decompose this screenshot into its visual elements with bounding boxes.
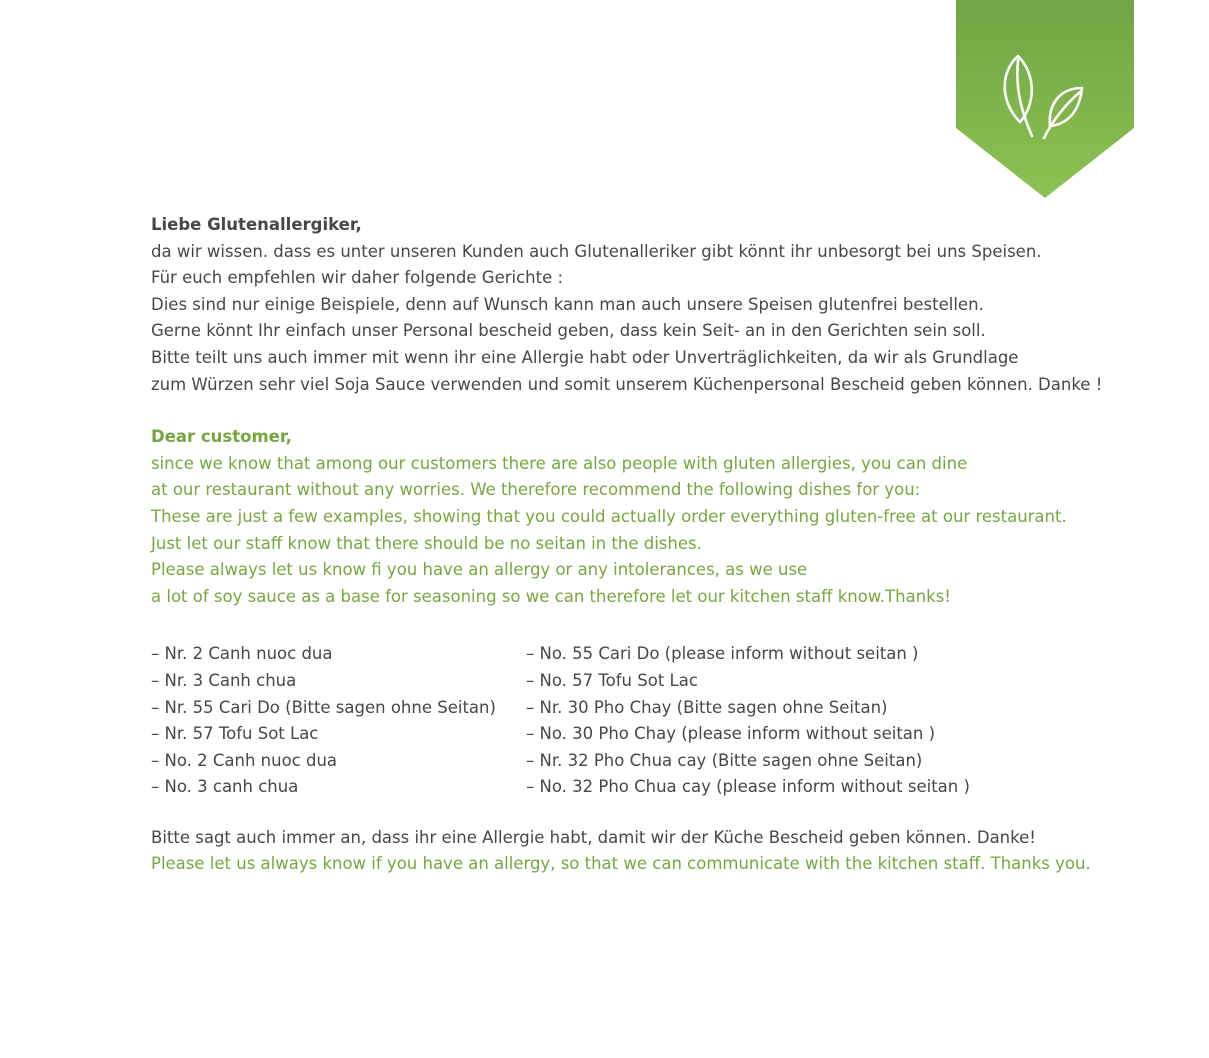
german-heading: Liebe Glutenallergiker, <box>151 215 362 234</box>
footer-english: Please let us always know if you have an allergy, so that we can communicate with the kitchen staff. Thanks you. <box>151 854 1091 874</box>
footer-note <box>151 825 1151 878</box>
english-section <box>151 424 1151 610</box>
dish-item: – Nr. 2 Canh nuoc dua <box>151 644 333 664</box>
german-line: Gerne könnt Ihr einfach unser Personal bescheid geben, dass kein Seit- an in den Gerichten sein soll. <box>151 321 986 341</box>
dish-item: – Nr. 57 Tofu Sot Lac <box>151 724 319 744</box>
german-line: da wir wissen. dass es unter unseren Kunden auch Glutenalleriker gibt könnt ihr unbesorgt bei uns Speisen. <box>151 241 1042 261</box>
dish-item: – Nr. 32 Pho Chua cay (Bitte sagen ohne Seitan) <box>526 750 923 770</box>
allergy-notice <box>151 212 1151 878</box>
german-line: Dies sind nur einige Beispiele, denn auf Wunsch kann man auch unsere Speisen glutenfrei bestellen. <box>151 294 984 314</box>
dish-item: – Nr. 30 Pho Chay (Bitte sagen ohne Seitan) <box>526 697 888 717</box>
german-section <box>151 212 1151 398</box>
english-heading: Dear customer, <box>151 427 292 447</box>
footer-german: Bitte sagt auch immer an, dass ihr eine Allergie habt, damit wir der Küche Bescheid geben können. Danke! <box>151 827 1036 847</box>
german-line: Für euch empfehlen wir daher folgende Gerichte : <box>151 268 564 288</box>
dish-column-left <box>151 641 526 801</box>
dish-list <box>151 641 1151 801</box>
badge-shape <box>956 0 1134 198</box>
dish-item: – No. 57 Tofu Sot Lac <box>526 670 698 690</box>
english-line: at our restaurant without any worries. We therefore recommend the following dishes for you: <box>151 480 921 500</box>
dish-item: – Nr. 55 Cari Do (Bitte sagen ohne Seitan) <box>151 697 496 717</box>
dish-item: – No. 30 Pho Chay (please inform without seitan ) <box>526 724 936 744</box>
german-line: Bitte teilt uns auch immer mit wenn ihr eine Allergie habt oder Unverträglichkeiten, da wir als Grundlage <box>151 347 1019 367</box>
english-line: These are just a few examples, showing that you could actually order everything gluten-free at our restaurant. <box>151 506 1067 526</box>
dish-column-right <box>526 641 1026 801</box>
english-line: Just let our staff know that there should be no seitan in the dishes. <box>151 533 702 553</box>
vegan-badge <box>956 0 1134 198</box>
english-line: a lot of soy sauce as a base for seasoning so we can therefore let our kitchen staff know.Thanks! <box>151 586 951 606</box>
english-line: Please always let us know fi you have an allergy or any intolerances, as we use <box>151 560 808 580</box>
dish-item: – Nr. 3 Canh chua <box>151 670 297 690</box>
dish-item: – No. 3 canh chua <box>151 777 299 797</box>
german-line: zum Würzen sehr viel Soja Sauce verwenden und somit unserem Küchenpersonal Bescheid geben können. Danke ! <box>151 374 1103 394</box>
dish-item: – No. 2 Canh nuoc dua <box>151 750 338 770</box>
dish-item: – No. 32 Pho Chua cay (please inform without seitan ) <box>526 777 970 797</box>
english-line: since we know that among our customers there are also people with gluten allergies, you can dine <box>151 453 968 473</box>
dish-item: – No. 55 Cari Do (please inform without seitan ) <box>526 644 919 664</box>
